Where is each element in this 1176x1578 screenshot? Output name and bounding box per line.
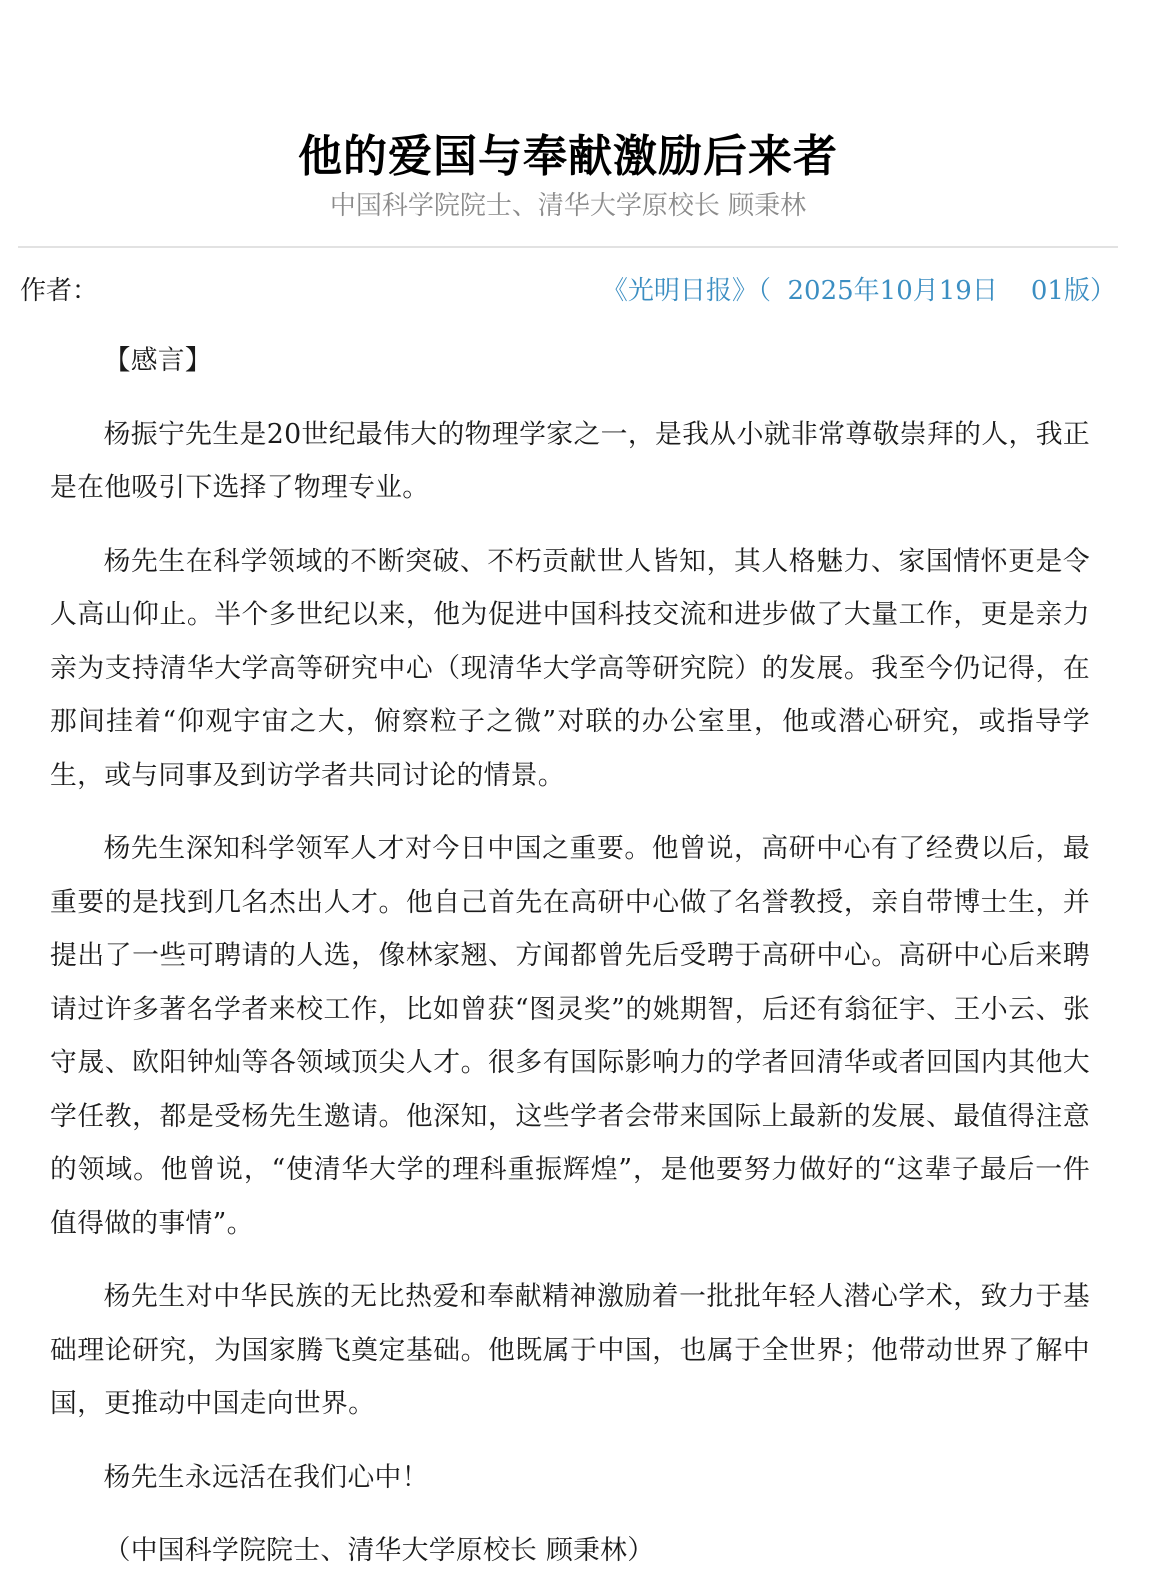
article-subtitle: 中国科学院院士、清华大学原校长 顾秉林 <box>329 191 807 221</box>
body-paragraph: 杨先生深知科学领军人才对今日中国之重要。他曾说，高研中心有了经费以后，最重要的是找到几名杰出人才。他自己首先在高研中心做了名誉教授，亲自带博士生，并提出了一些可聘请的人选，像林家翘、方闻都曾先后受聘于高研中心。高研中心后来聘请过许多著名学者来校工作，比如曾获“图灵奖”的姚期智，后还有翁征宇、王小云、张守晟、欧阳钟灿等各领域顶尖人才。很多有国际影响力的学者回清华或者回国内其他大学任教，都是受杨先生邀请。他深知，这些学者会带来国际上最新的发展、最值得注意的领域。他曾说，“使清华大学的理科重振辉煌”，是他要努力做好的“这辈子最后一件值得做的事情”。 <box>50 833 1090 1239</box>
source-open-paren: （ <box>757 276 771 306</box>
header-divider <box>18 246 1118 248</box>
article-meta <box>20 268 1116 314</box>
source-edition[interactable]: 01版 <box>1030 276 1090 306</box>
section-header: 【感言】 <box>103 345 212 376</box>
source-gap <box>771 276 788 306</box>
source-close-paren: ） <box>1089 276 1116 306</box>
closing-line: 杨先生永远活在我们心中！ <box>103 1461 429 1493</box>
author-label: 作者： <box>20 276 99 306</box>
article-title: 他的爱国与奉献激励后来者 <box>298 131 838 183</box>
author-signature: （中国科学院院士、清华大学原校长 顾秉林） <box>103 1535 655 1566</box>
source-gap <box>998 276 1031 306</box>
article-body <box>50 334 1090 1578</box>
source-publication[interactable]: 《光明日报》 <box>601 276 758 306</box>
source-line[interactable] <box>602 268 1116 314</box>
body-paragraph: 杨振宁先生是20世纪最伟大的物理学家之一，是我从小就非常尊敬崇拜的人，我正是在他吸引下选择了物理专业。 <box>50 418 1090 503</box>
body-paragraph: 杨先生对中华民族的无比热爱和奉献精神激励着一批批年轻人潜心学术，致力于基础理论研究，为国家腾飞奠定基础。他既属于中国，也属于全世界；他带动世界了解中国，更推动中国走向世界。 <box>50 1281 1090 1419</box>
source-date[interactable]: 2025年10月19日 <box>787 276 998 306</box>
body-paragraph: 杨先生在科学领域的不断突破、不朽贡献世人皆知，其人格魅力、家国情怀更是令人高山仰止。半个多世纪以来，他为促进中国科技交流和进步做了大量工作，更是亲力亲为支持清华大学高等研究中心（现清华大学高等研究院）的发展。我至今仍记得，在那间挂着“仰观宇宙之大，俯察粒子之微”对联的办公室里，他或潜心研究，或指导学生，或与同事及到访学者共同讨论的情景。 <box>50 545 1090 791</box>
